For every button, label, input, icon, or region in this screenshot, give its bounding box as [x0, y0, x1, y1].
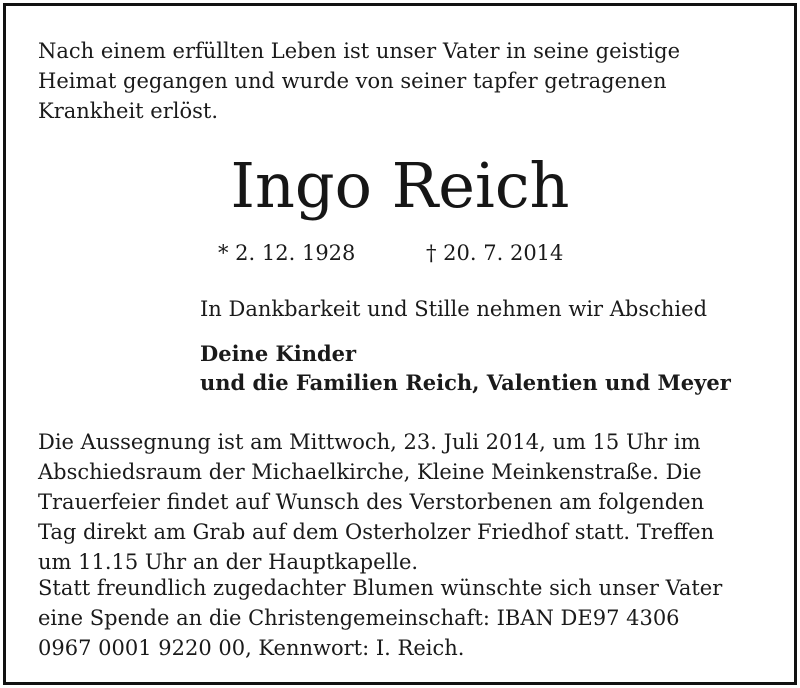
deceased-name: Ingo Reich — [230, 149, 570, 222]
farewell-line: In Dankbarkeit und Stille nehmen wir Abschied — [200, 297, 708, 321]
death-date: † 20. 7. 2014 — [426, 241, 564, 265]
signer-line: und die Familien Reich, Valentien und Meyer — [200, 370, 731, 395]
ceremony-line: um 11.15 Uhr an der Hauptkapelle. — [38, 550, 419, 574]
donation-line: eine Spende an die Christengemeinschaft: IBAN DE97 4306 — [38, 606, 680, 630]
ceremony-line: Abschiedsraum der Michaelkirche, Kleine Meinkenstraße. Die — [38, 460, 702, 484]
signers — [200, 339, 731, 397]
donation-line: Statt freundlich zugedachter Blumen wünschte sich unser Vater — [38, 576, 723, 600]
signer-line: Deine Kinder — [200, 341, 357, 366]
intro-paragraph — [38, 36, 756, 126]
intro-line: Nach einem erfüllten Leben ist unser Vater in seine geistige — [38, 39, 681, 63]
ceremony-line: Tag direkt am Grab auf dem Osterholzer Friedhof statt. Treffen — [38, 520, 715, 544]
ceremony-paragraph — [38, 427, 756, 577]
ceremony-line: Trauerfeier findet auf Wunsch des Verstorbenen am folgenden — [38, 490, 705, 514]
donation-paragraph — [38, 573, 756, 663]
birth-date: * 2. 12. 1928 — [218, 241, 356, 265]
donation-line: 0967 0001 9220 00, Kennwort: I. Reich. — [38, 636, 465, 660]
intro-line: Krankheit erlöst. — [38, 99, 218, 123]
intro-line: Heimat gegangen und wurde von seiner tapfer getragenen — [38, 69, 667, 93]
ceremony-line: Die Aussegnung ist am Mittwoch, 23. Juli 2014, um 15 Uhr im — [38, 430, 701, 454]
